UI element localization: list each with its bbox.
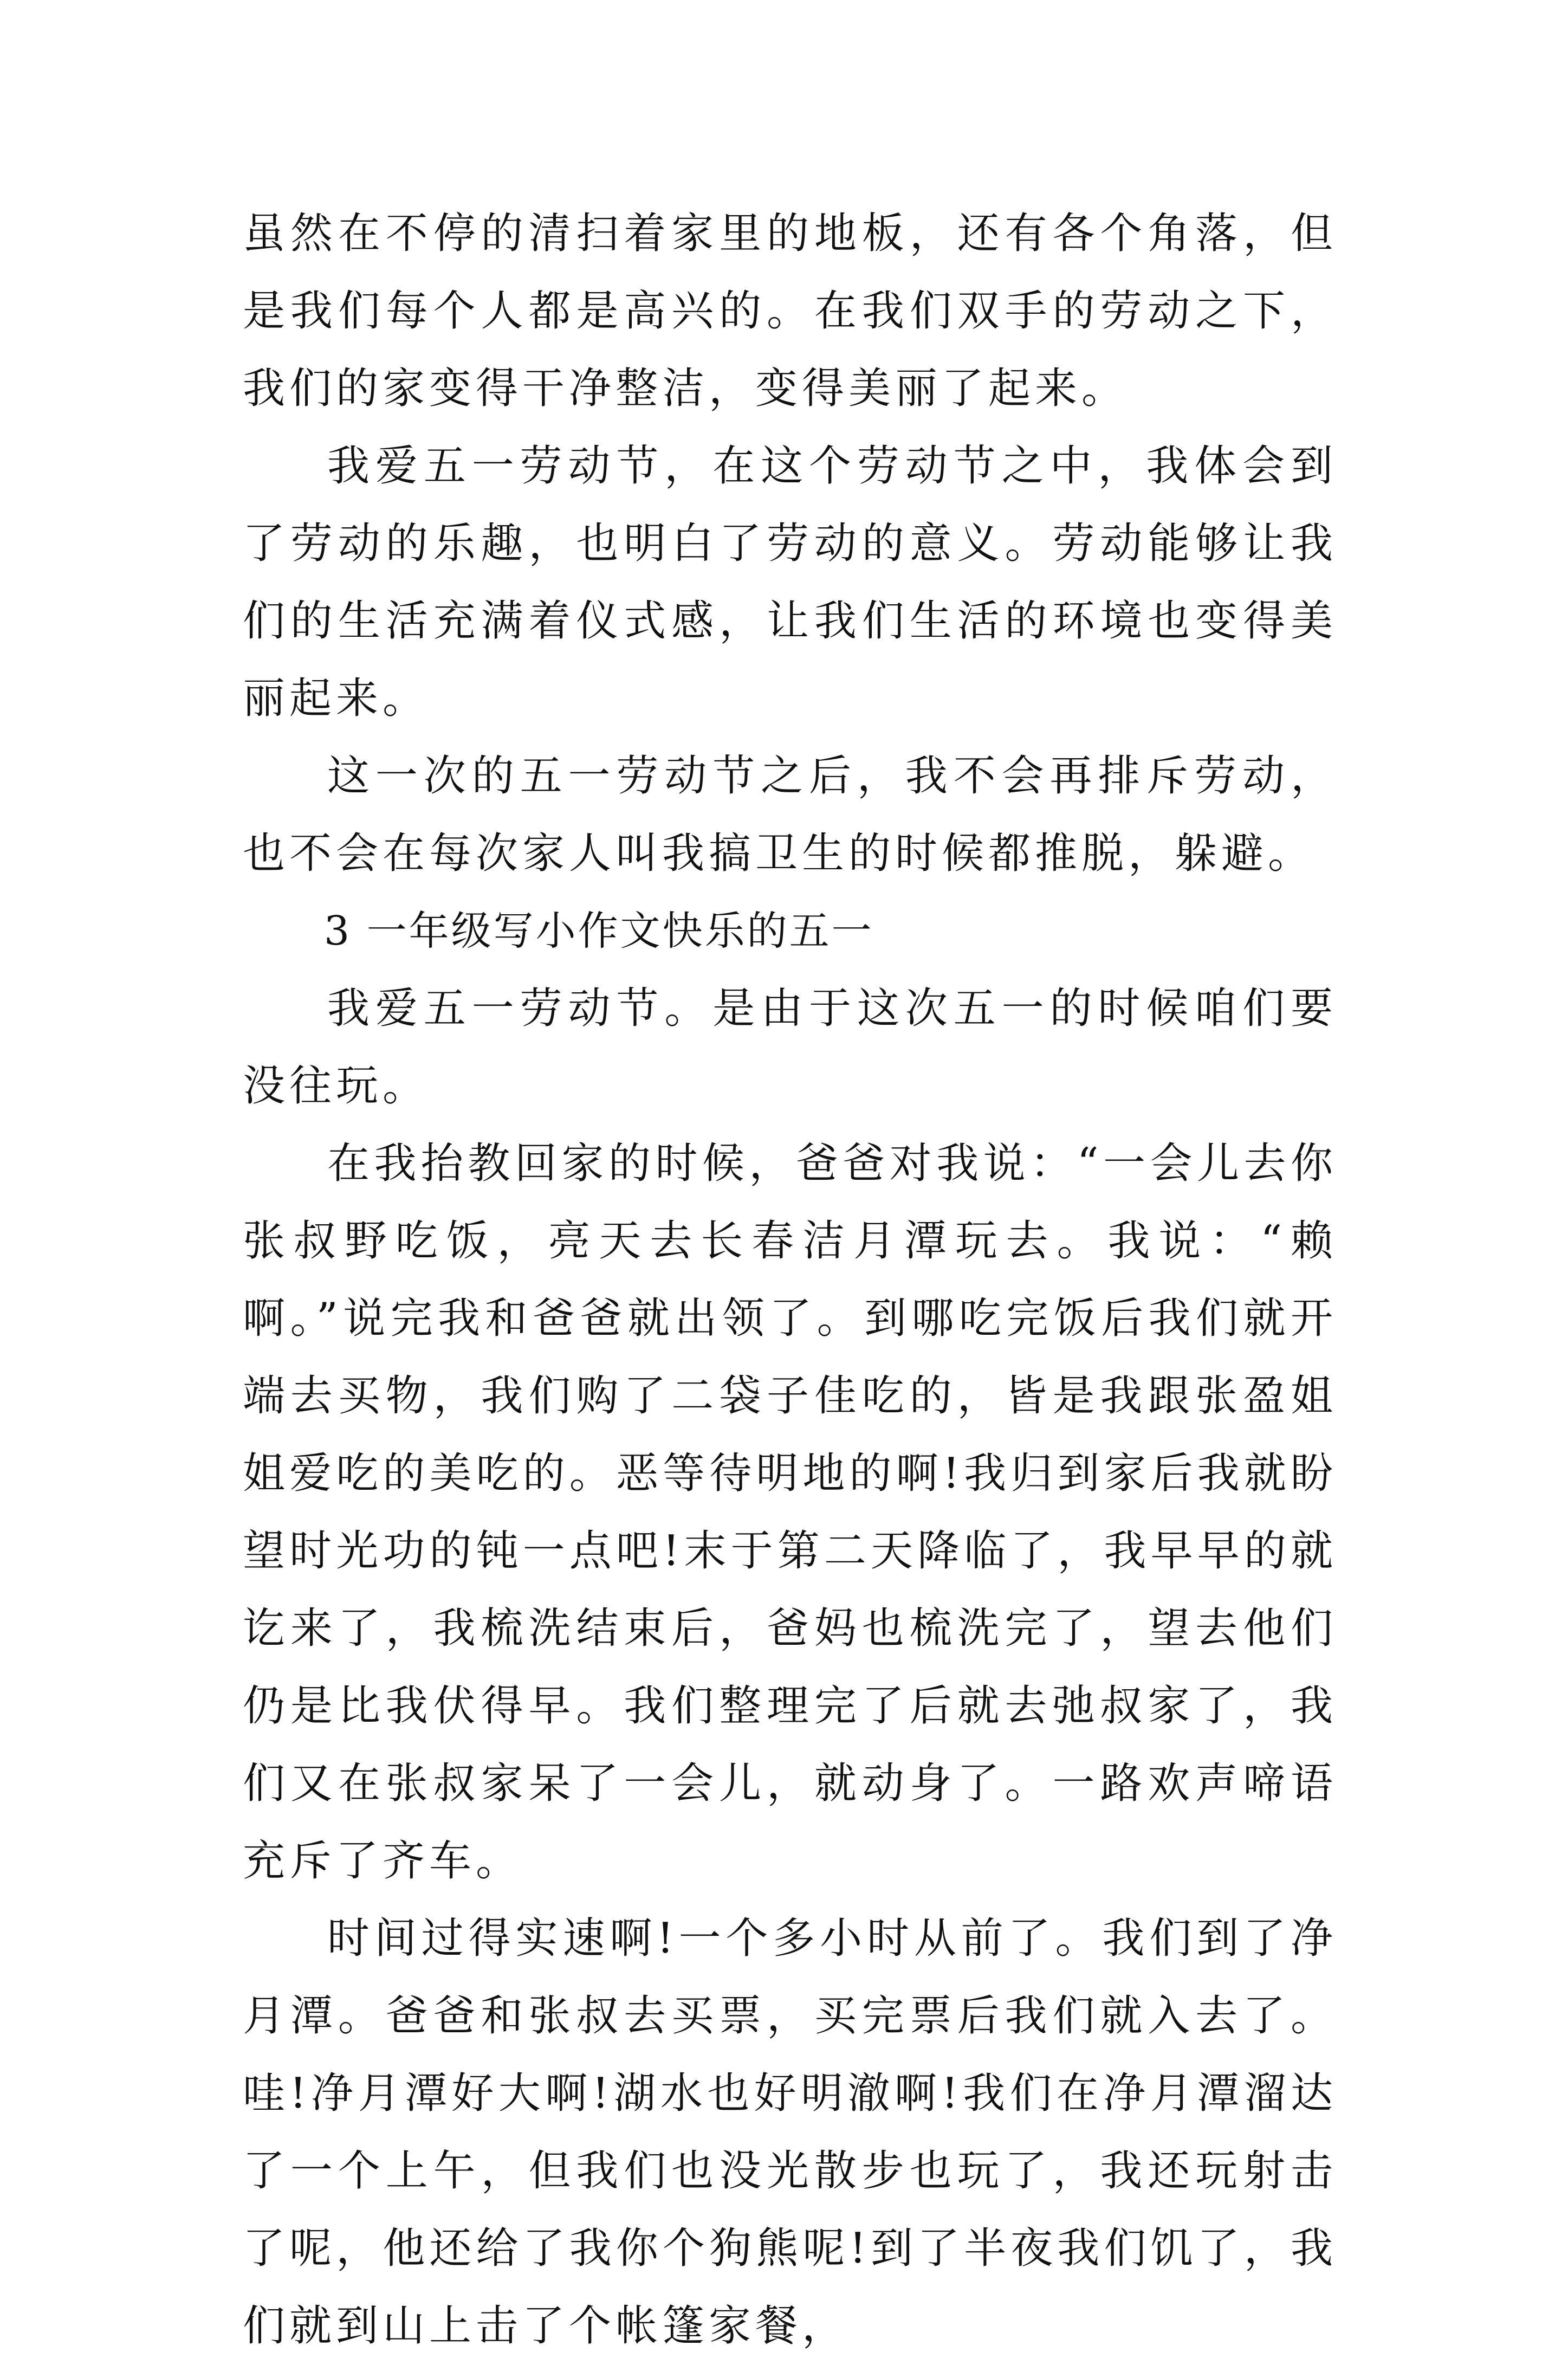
paragraph-going-home: 在我抬教回家的时候，爸爸对我说：“一会儿去你张叔野吃饭，亮天去长春洁月潭玩去。我说：“赖啊。”说完我和爸爸就出领了。到哪吃完饭后我们就开端去买物，我们购了二袋子佳吃的，皆是我跟张盈姐姐爱吃的美吃的。恶等待明地的啊!我归到家后我就盼望时光功的钝一点吧!末于第二天降临了，我早早的就讫来了，我梳洗结束后，爸妈也梳洗完了，望去他们仍是比我伏得早。我们整理完了后就去弛叔家了，我们又在张叔家呆了一会儿，就动身了。一路欢声啼语充斥了齐车。	[243, 1139, 1337, 1885]
paragraph-intro: 我爱五一劳动节。是由于这次五一的时候咱们要没往玩。	[243, 984, 1337, 1110]
section-heading: 3 一年级写小作文快乐的五一	[324, 908, 874, 954]
paragraph-after-labor-day: 这一次的五一劳动节之后，我不会再排斥劳动，也不会在每次家人叫我搞卫生的时候都推脱，躲避。	[243, 752, 1337, 878]
paragraph-continued: 虽然在不停的清扫着家里的地板，还有各个角落，但是我们每个人都是高兴的。在我们双手的劳动之下，我们的家变得干净整洁，变得美丽了起来。	[243, 209, 1337, 413]
paragraph-love-labor-day: 我爱五一劳动节，在这个劳动节之中，我体会到了劳动的乐趣，也明白了劳动的意义。劳动能够让我们的生活充满着仪式感，让我们生活的环境也变得美丽起来。	[243, 442, 1337, 723]
paragraph-jingyuetan: 时间过得实速啊!一个多小时从前了。我们到了净月潭。爸爸和张叔去买票，买完票后我们就入去了。哇!净月潭好大啊!湖水也好明澈啊!我们在净月潭溜达了一个上午，但我们也没光散步也玩了，我还玩射击了呢，他还给了我你个狗熊呢!到了半夜我们饥了，我们就到山上击了个帐篷家餐，	[243, 1914, 1337, 2350]
document-body	[243, 195, 1337, 2365]
